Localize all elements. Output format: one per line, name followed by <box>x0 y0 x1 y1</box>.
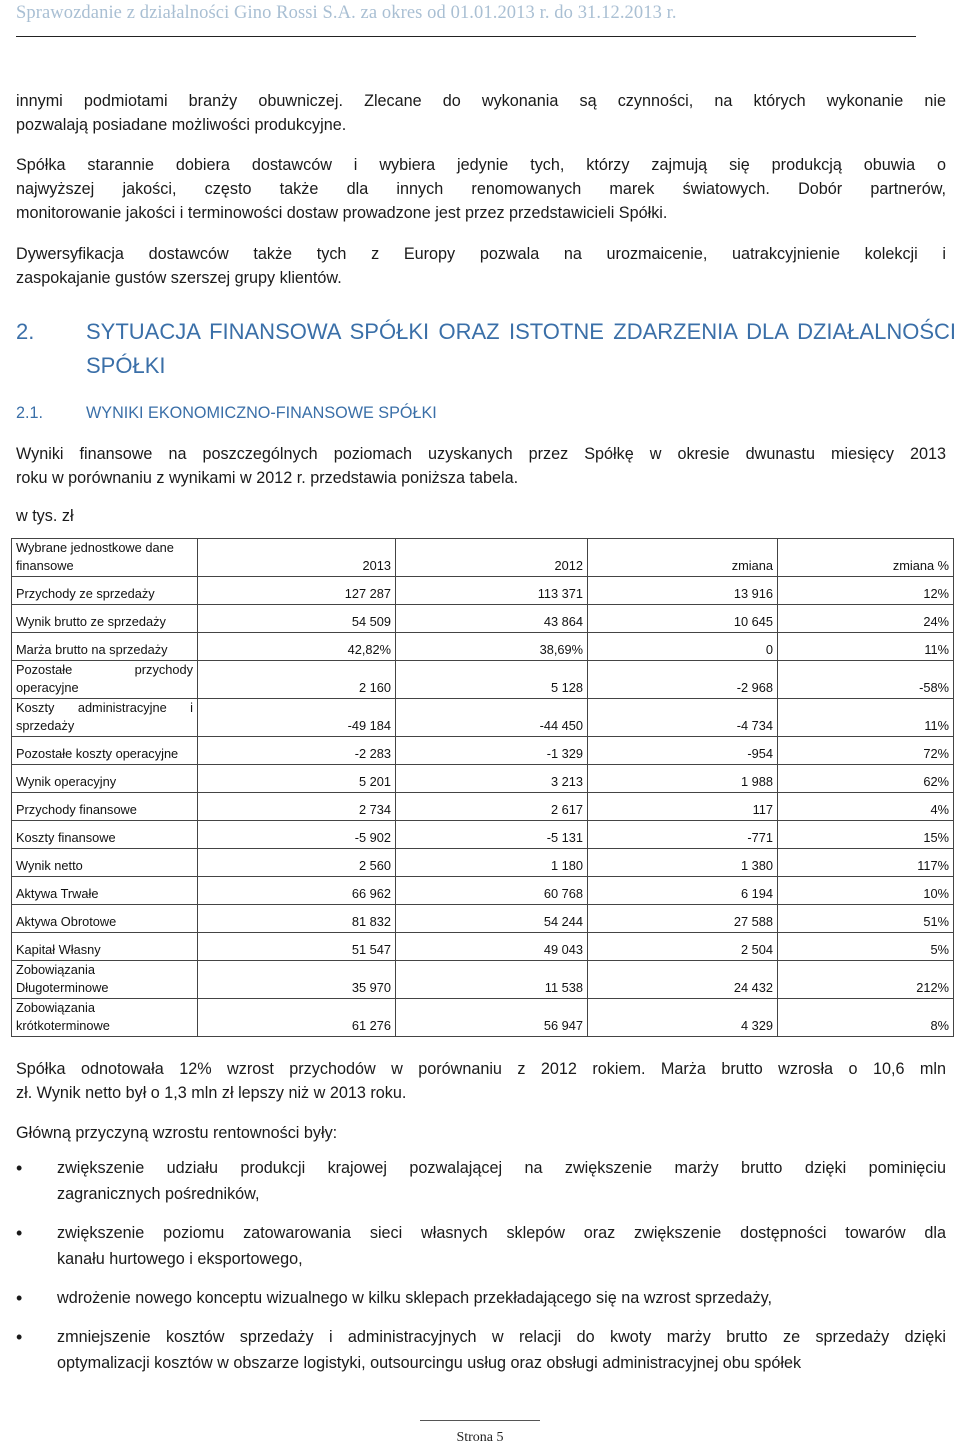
header-2012: 2012 <box>396 539 588 577</box>
row-label-cell: Wynik brutto ze sprzedaży <box>12 605 198 633</box>
value-2012: 5 128 <box>396 661 588 699</box>
row-label-cell: Pozostałe koszty operacyjne <box>12 737 198 765</box>
text-line: zagranicznych pośredników, <box>57 1185 260 1203</box>
value-change: 4 329 <box>588 999 778 1037</box>
bullet-icon: • <box>16 1327 23 1347</box>
value-change: 13 916 <box>588 577 778 605</box>
row-label-line: operacyjne <box>16 680 79 695</box>
value-2012: 113 371 <box>396 577 588 605</box>
value-change-pct: 117% <box>778 849 954 877</box>
value-change-pct: 5% <box>778 933 954 961</box>
section-title-line: SYTUACJA FINANSOWA SPÓŁKI ORAZ ISTOTNE ZDARZENIA DLA DZIAŁALNOŚCI <box>86 319 956 344</box>
header-label-line: finansowe <box>16 558 74 573</box>
header-label-line: Wybrane jednostkowe dane <box>16 540 174 555</box>
value-2013: 35 970 <box>198 961 396 999</box>
value-2013: 127 287 <box>198 577 396 605</box>
table-row <box>12 877 954 905</box>
row-label-cell <box>12 999 198 1037</box>
value-2013: 61 276 <box>198 999 396 1037</box>
row-label-cell: Przychody finansowe <box>12 793 198 821</box>
table-row <box>12 933 954 961</box>
value-change: -954 <box>588 737 778 765</box>
value-2013: 54 509 <box>198 605 396 633</box>
value-2012: 1 180 <box>396 849 588 877</box>
value-change-pct: 51% <box>778 905 954 933</box>
value-change: -4 734 <box>588 699 778 737</box>
text-line: kanału hurtowego i eksportowego, <box>57 1250 303 1268</box>
value-change-pct: 72% <box>778 737 954 765</box>
text-line: roku w porównaniu z wynikami w 2012 r. przedstawia poniższa tabela. <box>16 469 519 487</box>
value-2012: -5 131 <box>396 821 588 849</box>
table-row <box>12 905 954 933</box>
table-row <box>12 577 954 605</box>
section-number: 2. <box>16 319 35 344</box>
value-2012: 60 768 <box>396 877 588 905</box>
value-2012: 54 244 <box>396 905 588 933</box>
row-label-line: sprzedaży <box>16 718 75 733</box>
table-row <box>12 999 954 1037</box>
text-line: Spółka odnotowała 12% wzrost przychodów w porównaniu z 2012 rokiem. Marża brutto wzrosła o 10,6 mln <box>16 1060 946 1078</box>
text-line: zł. Wynik netto był o 1,3 mln zł lepszy niż w 2013 roku. <box>16 1084 407 1102</box>
value-change: 117 <box>588 793 778 821</box>
value-change-pct: 4% <box>778 793 954 821</box>
value-2013: 2 734 <box>198 793 396 821</box>
paragraph-reasons-intro <box>16 1121 946 1145</box>
value-change: -771 <box>588 821 778 849</box>
text-line: zwiększenie poziomu zatowarowania sieci własnych sklepów oraz zwiększenie dostępności towarów dla <box>57 1224 946 1242</box>
value-2013: -49 184 <box>198 699 396 737</box>
value-2013: 2 560 <box>198 849 396 877</box>
text-line: Główną przyczyną wzrostu rentowności były: <box>16 1124 338 1142</box>
row-label-cell: Wynik netto <box>12 849 198 877</box>
value-change: 27 588 <box>588 905 778 933</box>
row-label-line: Pozostałe przychody <box>16 662 193 677</box>
paragraph-diversification <box>16 242 946 290</box>
value-2013: 42,82% <box>198 633 396 661</box>
value-change-pct: 11% <box>778 699 954 737</box>
document-header-title: Sprawozdanie z działalności Gino Rossi S.A. za okres od 01.01.2013 r. do 31.12.2013 r. <box>16 3 677 23</box>
text-line: Spółka starannie dobiera dostawców i wybiera jedynie tych, którzy zajmują się produkcją obuwia o <box>16 156 946 174</box>
value-2012: 43 864 <box>396 605 588 633</box>
unit-label: w tys. zł <box>16 507 74 525</box>
value-2012: 49 043 <box>396 933 588 961</box>
row-label-line: Długoterminowe <box>16 980 109 995</box>
row-label-line: Koszty administracyjne i <box>16 700 193 715</box>
header-change: zmiana <box>588 539 778 577</box>
footer-divider <box>420 1420 540 1421</box>
value-change: 6 194 <box>588 877 778 905</box>
row-label-cell <box>12 661 198 699</box>
value-2012: 2 617 <box>396 793 588 821</box>
table-row <box>12 661 954 699</box>
value-change-pct: 15% <box>778 821 954 849</box>
value-change: 2 504 <box>588 933 778 961</box>
header-label-cell <box>12 539 198 577</box>
value-2012: -44 450 <box>396 699 588 737</box>
value-change-pct: 62% <box>778 765 954 793</box>
text-line: monitorowanie jakości i terminowości dostaw prowadzone jest przez przedstawicieli Spółki. <box>16 204 668 222</box>
paragraph-suppliers <box>16 153 946 225</box>
value-change: 0 <box>588 633 778 661</box>
row-label-cell: Przychody ze sprzedaży <box>12 577 198 605</box>
value-2013: 66 962 <box>198 877 396 905</box>
row-label-cell: Kapitał Własny <box>12 933 198 961</box>
text-line: zmniejszenie kosztów sprzedaży i administracyjnych w relacji do kwoty marży brutto ze sprzedaży dzięki <box>57 1328 946 1346</box>
value-2013: -2 283 <box>198 737 396 765</box>
row-label-cell: Koszty finansowe <box>12 821 198 849</box>
value-change: -2 968 <box>588 661 778 699</box>
table-row <box>12 699 954 737</box>
table-row <box>12 849 954 877</box>
table-row <box>12 961 954 999</box>
page-number: Strona 5 <box>456 1430 504 1445</box>
value-change: 10 645 <box>588 605 778 633</box>
table-row <box>12 765 954 793</box>
paragraph-outsourcing <box>16 89 946 137</box>
row-label-cell <box>12 961 198 999</box>
table-row <box>12 605 954 633</box>
section-title-line: SPÓŁKI <box>86 353 166 378</box>
value-2012: 38,69% <box>396 633 588 661</box>
row-label-cell: Aktywa Trwałe <box>12 877 198 905</box>
value-2012: 56 947 <box>396 999 588 1037</box>
header-2013: 2013 <box>198 539 396 577</box>
text-line: Wyniki finansowe na poszczególnych poziomach uzyskanych przez Spółkę w okresie dwunastu miesięcy 2013 <box>16 445 946 463</box>
text-line: zwiększenie udziału produkcji krajowej pozwalającej na zwiększenie marży brutto dzięki pominięciu <box>57 1159 946 1177</box>
table-row <box>12 633 954 661</box>
text-line: wdrożenie nowego konceptu wizualnego w kilku sklepach przekładającego się na wzrost sprzedaży, <box>57 1289 773 1307</box>
value-2013: 5 201 <box>198 765 396 793</box>
bullet-icon: • <box>16 1223 23 1243</box>
subsection-title: WYNIKI EKONOMICZNO-FINANSOWE SPÓŁKI <box>86 404 437 422</box>
value-2012: -1 329 <box>396 737 588 765</box>
value-change-pct: 212% <box>778 961 954 999</box>
row-label-line: krótkoterminowe <box>16 1018 110 1033</box>
value-change-pct: -58% <box>778 661 954 699</box>
value-change-pct: 11% <box>778 633 954 661</box>
table-row <box>12 737 954 765</box>
row-label-cell: Marża brutto na sprzedaży <box>12 633 198 661</box>
table-header-row <box>12 539 954 577</box>
header-divider <box>16 36 916 37</box>
header-change-pct: zmiana % <box>778 539 954 577</box>
paragraph-summary <box>16 1057 946 1105</box>
value-2012: 3 213 <box>396 765 588 793</box>
bullet-icon: • <box>16 1288 23 1308</box>
value-2012: 11 538 <box>396 961 588 999</box>
value-2013: -5 902 <box>198 821 396 849</box>
value-change-pct: 12% <box>778 577 954 605</box>
value-change: 24 432 <box>588 961 778 999</box>
value-2013: 2 160 <box>198 661 396 699</box>
row-label-cell <box>12 699 198 737</box>
value-change-pct: 8% <box>778 999 954 1037</box>
paragraph-results-intro <box>16 442 946 490</box>
row-label-line: Zobowiązania <box>16 1000 95 1015</box>
table-row <box>12 821 954 849</box>
table-row <box>12 793 954 821</box>
value-change: 1 988 <box>588 765 778 793</box>
text-line: innymi podmiotami branży obuwniczej. Zlecane do wykonania są czynności, na których wykonanie nie <box>16 92 946 110</box>
row-label-line: Zobowiązania <box>16 962 95 977</box>
value-change-pct: 24% <box>778 605 954 633</box>
row-label-cell: Wynik operacyjny <box>12 765 198 793</box>
financial-results-table <box>11 538 954 1037</box>
value-change-pct: 10% <box>778 877 954 905</box>
text-line: zaspokajanie gustów szerszej grupy klientów. <box>16 269 342 287</box>
text-line: pozwalają posiadane możliwości produkcyjne. <box>16 116 347 134</box>
bullet-icon: • <box>16 1158 23 1178</box>
value-2013: 81 832 <box>198 905 396 933</box>
value-2013: 51 547 <box>198 933 396 961</box>
text-line: optymalizacji kosztów w obszarze logistyki, outsourcingu usług oraz obsługi administracyjnej obu spółek <box>57 1354 802 1372</box>
text-line: najwyższej jakości, często także dla innych renomowanych marek światowych. Dobór partnerów, <box>16 180 946 198</box>
value-change: 1 380 <box>588 849 778 877</box>
subsection-number: 2.1. <box>16 404 44 422</box>
text-line: Dywersyfikacja dostawców także tych z Europy pozwala na urozmaicenie, uatrakcyjnienie kolekcji i <box>16 245 946 263</box>
row-label-cell: Aktywa Obrotowe <box>12 905 198 933</box>
